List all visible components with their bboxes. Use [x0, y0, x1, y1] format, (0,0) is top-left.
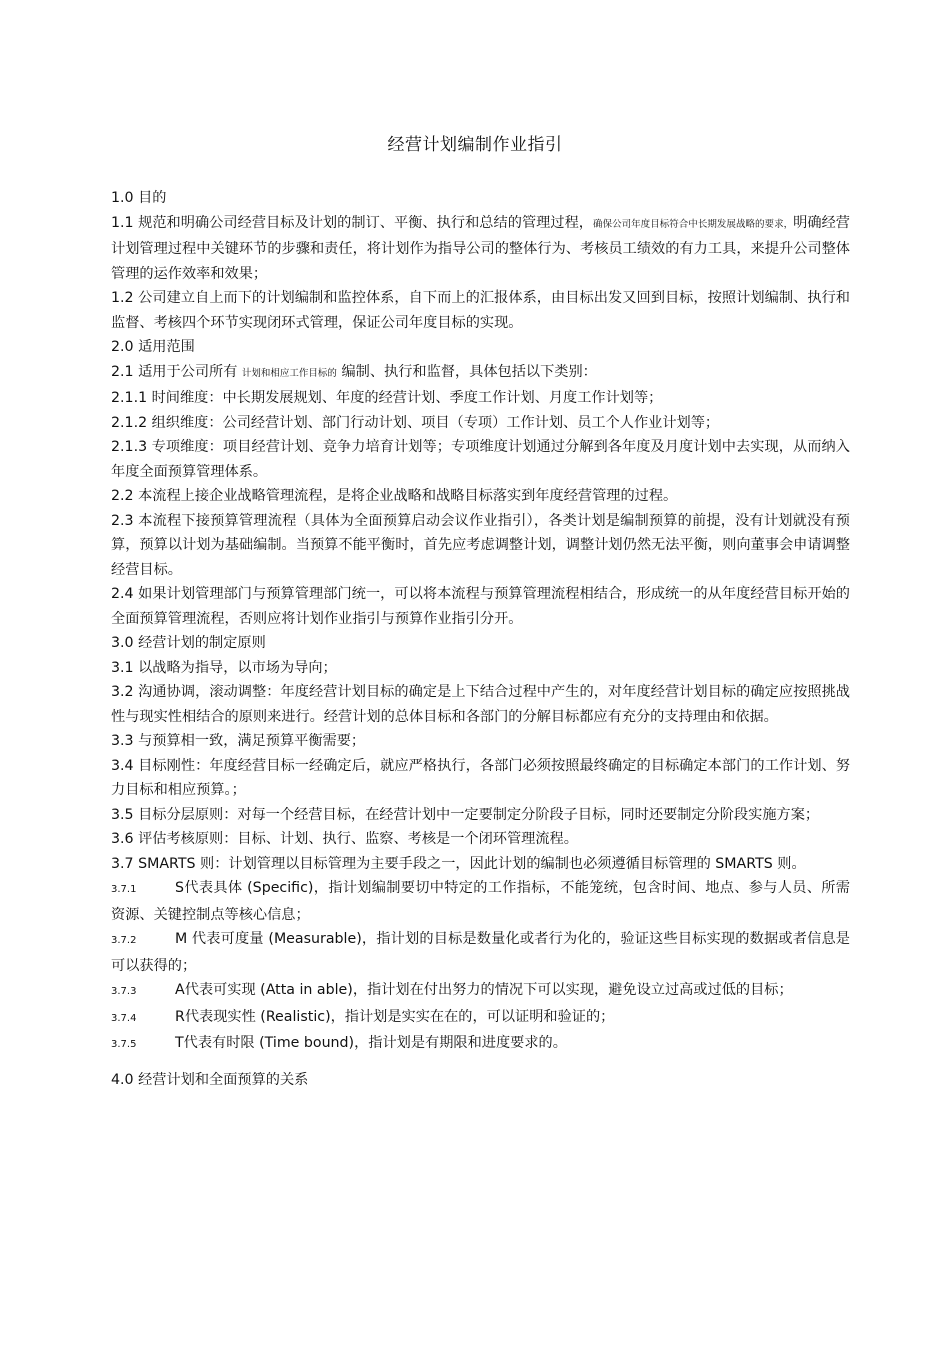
clause-paragraph: 3.4 目标刚性：年度经营目标一经确定后，就应严格执行，各部门必须按照最终确定的目标确定本部门的工作计划、努力目标和相应预算。； — [111, 757, 850, 798]
clause-paragraph: 3.1 以战略为指导，以市场为导向； — [111, 659, 337, 676]
clause-text: R代表现实性 (Realistic)，指计划是实实在在的，可以证明和验证的； — [175, 1008, 615, 1025]
small-inline-text: 计划和相应工作目标的 — [241, 367, 337, 379]
clause-text: S代表具体 (Specific)，指计划编制要切中特定的工作指标，不能笼统，包含时间、地点、参与人员、所需资源、关键控制点等核心信息； — [111, 880, 850, 923]
clause-paragraph — [111, 211, 850, 287]
clause-text: 2.1 适用于公司所有 — [111, 363, 238, 380]
sub-clause-paragraph — [111, 927, 850, 978]
clause-text: M 代表可度量 (Measurable)，指计划的目标是数量化或者行为化的，验证这些目标实现的数据或者信息是可以获得的； — [111, 931, 850, 974]
clause-paragraph — [111, 360, 850, 387]
clause-paragraph: 2.3 本流程下接预算管理流程（具体为全面预算启动会议作业指引），各类计划是编制预算的前提，没有计划就没有预算，预算以计划为基础编制。当预算不能平衡时，首先应考虑调整计划，调整计划仍然无法平衡，则向董事会申请调整经营目标。 — [111, 512, 850, 578]
section-heading: 2.0 适用范围 — [111, 339, 195, 355]
clause-number: 3.7.2 — [111, 935, 137, 946]
small-inline-text: 确保公司年度目标符合中长期发展战略的要求， — [593, 218, 794, 230]
clause-text: 明确经营计划管理过程中关键环节的步骤和责任，将计划作为指导公司的整体行为、考核员工绩效的有力工具，来提升公司整体管理的运作效率和效果； — [111, 214, 850, 282]
clause-paragraph: 2.4 如果计划管理部门与预算管理部门统一，可以将本流程与预算管理流程相结合，形成统一的从年度经营目标开始的全面预算管理流程，否则应将计划作业指引与预算作业指引分开。 — [111, 586, 850, 627]
clause-paragraph: 2.1.1 时间维度：中长期发展规划、年度的经营计划、季度工作计划、月度工作计划等； — [111, 390, 663, 406]
clause-text: 1.1 规范和明确公司经营目标及计划的制订、平衡、执行和总结的管理过程， — [111, 214, 594, 231]
clause-paragraph: 3.2 沟通协调，滚动调整：年度经营计划目标的确定是上下结合过程中产生的，对年度经营计划目标的确定应按照挑战性与现实性相结合的原则来进行。经营计划的总体目标和各部门的分解目标都应有充分的支持理由和依据。 — [111, 684, 850, 725]
clause-number: 3.7.5 — [111, 1039, 137, 1050]
clause-text: 编制、执行和监督，具体包括以下类别： — [341, 363, 597, 380]
clause-paragraph: 2.2 本流程上接企业战略管理流程，是将企业战略和战略目标落实到年度经营管理的过程。 — [111, 488, 678, 504]
document-title: 经营计划编制作业指引 — [387, 135, 563, 155]
clause-paragraph: 2.1.2 组织维度：公司经营计划、部门行动计划、项目（专项）工作计划、员工个人作业计划等； — [111, 414, 720, 431]
clause-paragraph: 2.1.3 专项维度：项目经营计划、竞争力培育计划等；专项维度计划通过分解到各年度及月度计划中去实现，从而纳入年度全面预算管理体系。 — [111, 439, 850, 480]
clause-text: T代表有时限 (Time bound)，指计划是有期限和进度要求的。 — [175, 1035, 567, 1051]
sub-clause-paragraph — [111, 978, 850, 1005]
document-body — [111, 186, 850, 1092]
clause-text: A代表可实现 (Atta in able)，指计划在付出努力的情况下可以实现，避免设立过高或过低的目标； — [175, 982, 793, 998]
clause-paragraph: 3.5 目标分层原则：对每一个经营目标，在经营计划中一定要制定分阶段子目标，同时还要制定分阶段实施方案； — [111, 806, 820, 823]
clause-number: 3.7.1 — [111, 884, 137, 895]
clause-paragraph: 1.2 公司建立自上而下的计划编制和监控体系，自下而上的汇报体系，由目标出发又回到目标，按照计划编制、执行和监督、考核四个环节实现闭环式管理，保证公司年度目标的实现。 — [111, 290, 850, 331]
clause-paragraph: 3.6 评估考核原则：目标、计划、执行、监察、考核是一个闭环管理流程。 — [111, 831, 578, 847]
clause-paragraph: 3.7 SMARTS 则：计划管理以目标管理为主要手段之一，因此计划的编制也必须遵循目标管理的 SMARTS 则。 — [111, 855, 806, 872]
section-heading: 1.0 目的 — [111, 190, 167, 206]
clause-paragraph: 3.3 与预算相一致，满足预算平衡需要； — [111, 733, 366, 749]
sub-clause-paragraph — [111, 1031, 850, 1058]
sub-clause-paragraph — [111, 1005, 850, 1032]
section-heading: 3.0 经营计划的制定原则 — [111, 635, 266, 651]
section-heading: 4.0 经营计划和全面预算的关系 — [111, 1071, 309, 1088]
clause-number: 3.7.3 — [111, 986, 137, 997]
sub-clause-paragraph — [111, 876, 850, 927]
clause-number: 3.7.4 — [111, 1012, 137, 1024]
